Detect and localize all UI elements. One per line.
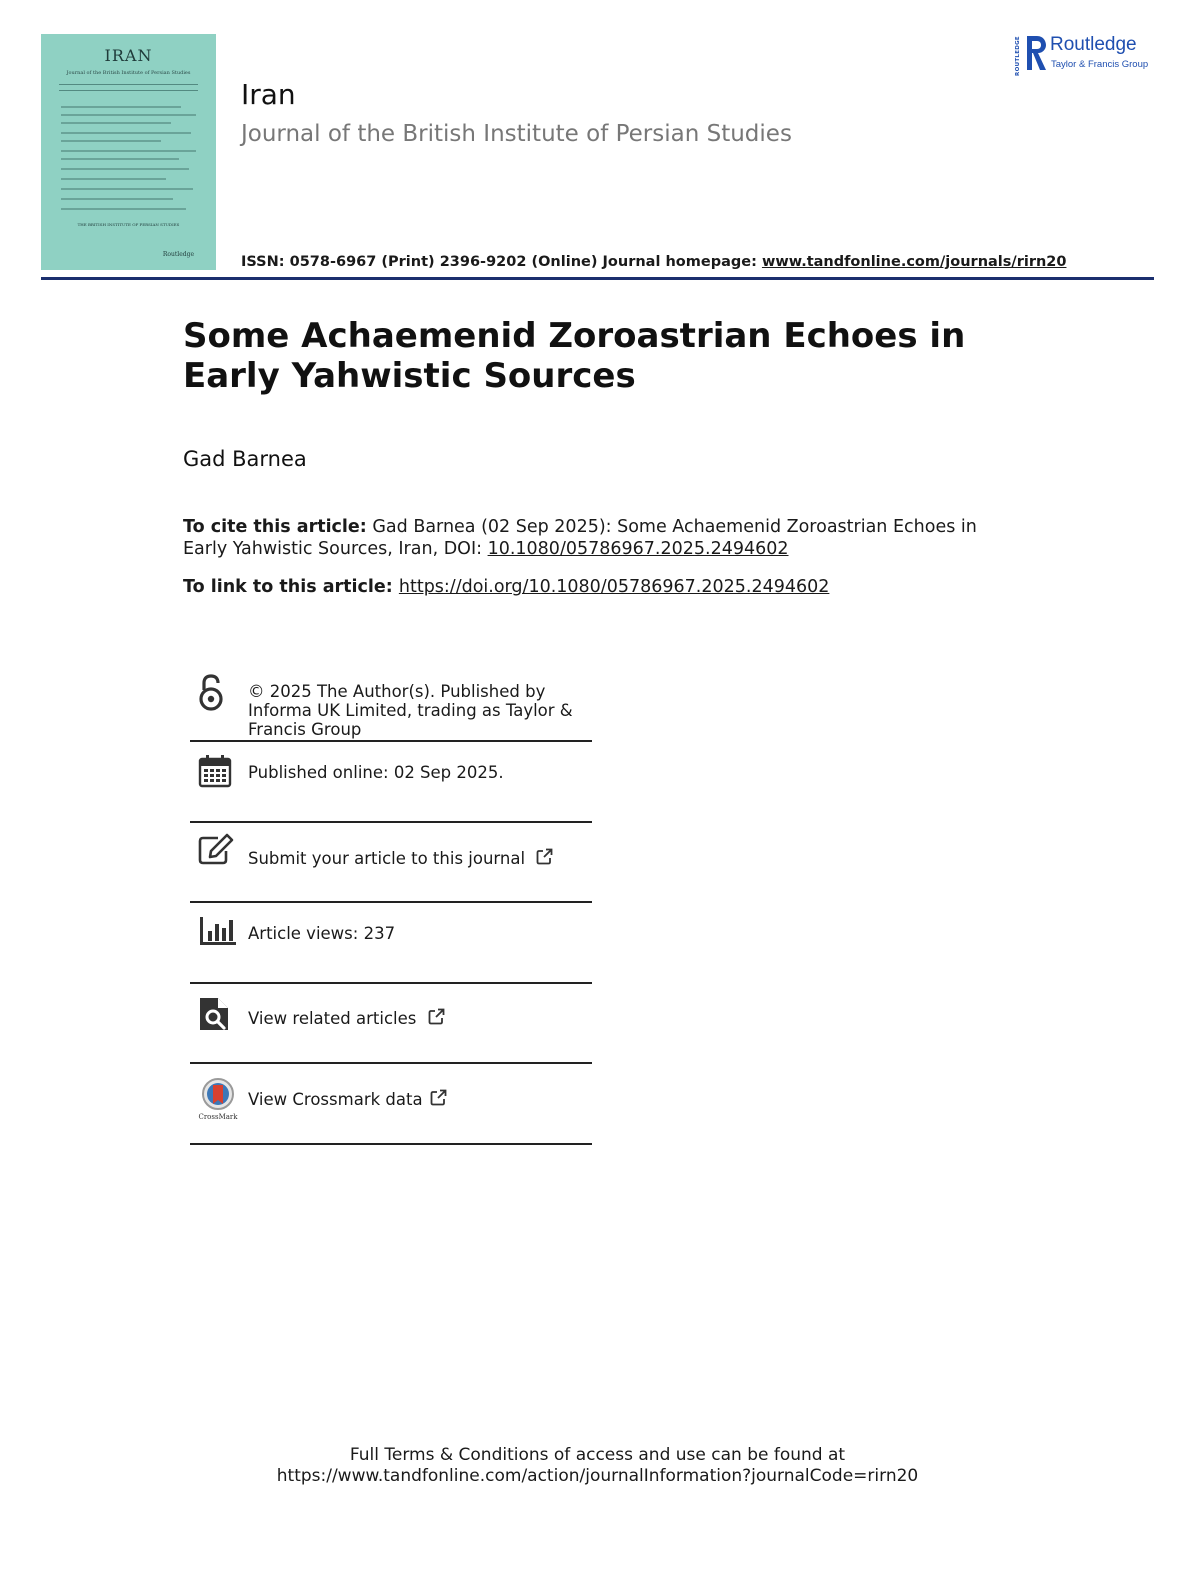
bar-chart-icon xyxy=(198,915,238,947)
cover-contents-line xyxy=(61,198,173,200)
document-search-icon xyxy=(198,996,230,1032)
cover-contents-line xyxy=(61,208,186,210)
article-author: Gad Barnea xyxy=(183,447,307,471)
cover-contents-line xyxy=(61,168,189,170)
terms-footer xyxy=(0,1445,1195,1487)
views-row xyxy=(190,903,592,981)
related-articles-link[interactable] xyxy=(248,1008,598,1028)
open-access-text: © 2025 The Author(s). Published by Informa UK Limited, trading as Taylor & Francis Group xyxy=(248,682,573,739)
open-access-icon xyxy=(198,674,224,712)
published-text: Published online: 02 Sep 2025. xyxy=(248,763,504,782)
issn-text: ISSN: 0578-6967 (Print) 2396-9202 (Online) Journal homepage: xyxy=(241,254,762,270)
cover-logo: Routledge xyxy=(162,251,194,258)
publisher-group: Taylor & Francis Group xyxy=(1051,59,1149,70)
cover-subtitle: Journal of the British Institute of Persian Studies xyxy=(66,70,191,76)
open-access-row xyxy=(190,672,592,740)
external-link-icon xyxy=(430,1089,447,1106)
header-divider xyxy=(41,277,1154,280)
crossmark-icon xyxy=(198,1078,238,1120)
routledge-r-icon xyxy=(1024,34,1048,72)
cover-contents-line xyxy=(61,158,179,160)
journal-homepage-link[interactable]: www.tandfonline.com/journals/rirn20 xyxy=(761,254,1067,270)
cover-rule xyxy=(59,84,198,85)
related-text[interactable]: View related articles xyxy=(248,1009,417,1028)
crossmark-link[interactable] xyxy=(248,1089,598,1109)
publisher-name: Routledge xyxy=(1050,34,1137,55)
published-row xyxy=(190,742,592,820)
views-text: Article views: 237 xyxy=(248,924,396,943)
article-link-block xyxy=(183,577,829,597)
cover-contents-line xyxy=(61,150,196,152)
cover-title: IRAN xyxy=(104,46,153,65)
crossmark-badge xyxy=(198,1078,238,1110)
routledge-logo xyxy=(1015,34,1165,74)
external-link-icon xyxy=(428,1008,445,1025)
cover-contents-line xyxy=(61,114,196,116)
cover-contents-line xyxy=(61,122,171,124)
terms-url[interactable]: https://www.tandfonline.com/action/journalInformation?journalCode=rirn20 xyxy=(276,1466,919,1486)
submit-text[interactable]: Submit your article to this journal xyxy=(248,849,526,868)
submit-article-link[interactable] xyxy=(248,848,598,868)
crossmark-row[interactable] xyxy=(190,1064,592,1142)
citation-block xyxy=(183,516,1023,560)
cover-contents-line xyxy=(61,132,191,134)
related-row[interactable] xyxy=(190,984,592,1062)
submit-row[interactable] xyxy=(190,823,592,901)
cite-doi-link[interactable]: 10.1080/05786967.2025.2494602 xyxy=(487,539,789,559)
terms-line: Full Terms & Conditions of access and use can be found at xyxy=(349,1445,846,1465)
cite-text: Gad Barnea (02 Sep 2025): Some Achaemenid Zoroastrian Echoes in Early Yahwistic Sources, Iran, DOI: xyxy=(183,517,977,559)
external-link-icon xyxy=(536,848,553,865)
publisher-vertical-label: ROUTLEDGE xyxy=(1015,36,1021,76)
cite-label: To cite this article: xyxy=(183,517,367,537)
article-title: Some Achaemenid Zoroastrian Echoes in Early Yahwistic Sources xyxy=(183,316,966,396)
link-label: To link to this article: xyxy=(183,577,399,597)
cover-rule xyxy=(59,90,198,91)
edit-icon xyxy=(198,833,234,865)
journal-name: Iran xyxy=(241,78,296,111)
cover-footer: THE BRITISH INSTITUTE OF PERSIAN STUDIES xyxy=(77,222,180,227)
calendar-icon xyxy=(198,754,232,788)
info-divider xyxy=(190,1143,592,1145)
article-doi-link[interactable]: https://doi.org/10.1080/05786967.2025.2494602 xyxy=(398,577,830,597)
crossmark-text[interactable]: View Crossmark data xyxy=(248,1090,423,1109)
cover-contents-line xyxy=(61,140,161,142)
cover-contents-line xyxy=(61,106,181,108)
crossmark-label: CrossMark xyxy=(198,1113,238,1121)
cover-contents-line xyxy=(61,178,166,180)
journal-subtitle: Journal of the British Institute of Persian Studies xyxy=(241,121,792,147)
cover-contents-line xyxy=(61,188,193,190)
issn-line xyxy=(241,254,1066,270)
journal-cover-image xyxy=(41,34,216,270)
